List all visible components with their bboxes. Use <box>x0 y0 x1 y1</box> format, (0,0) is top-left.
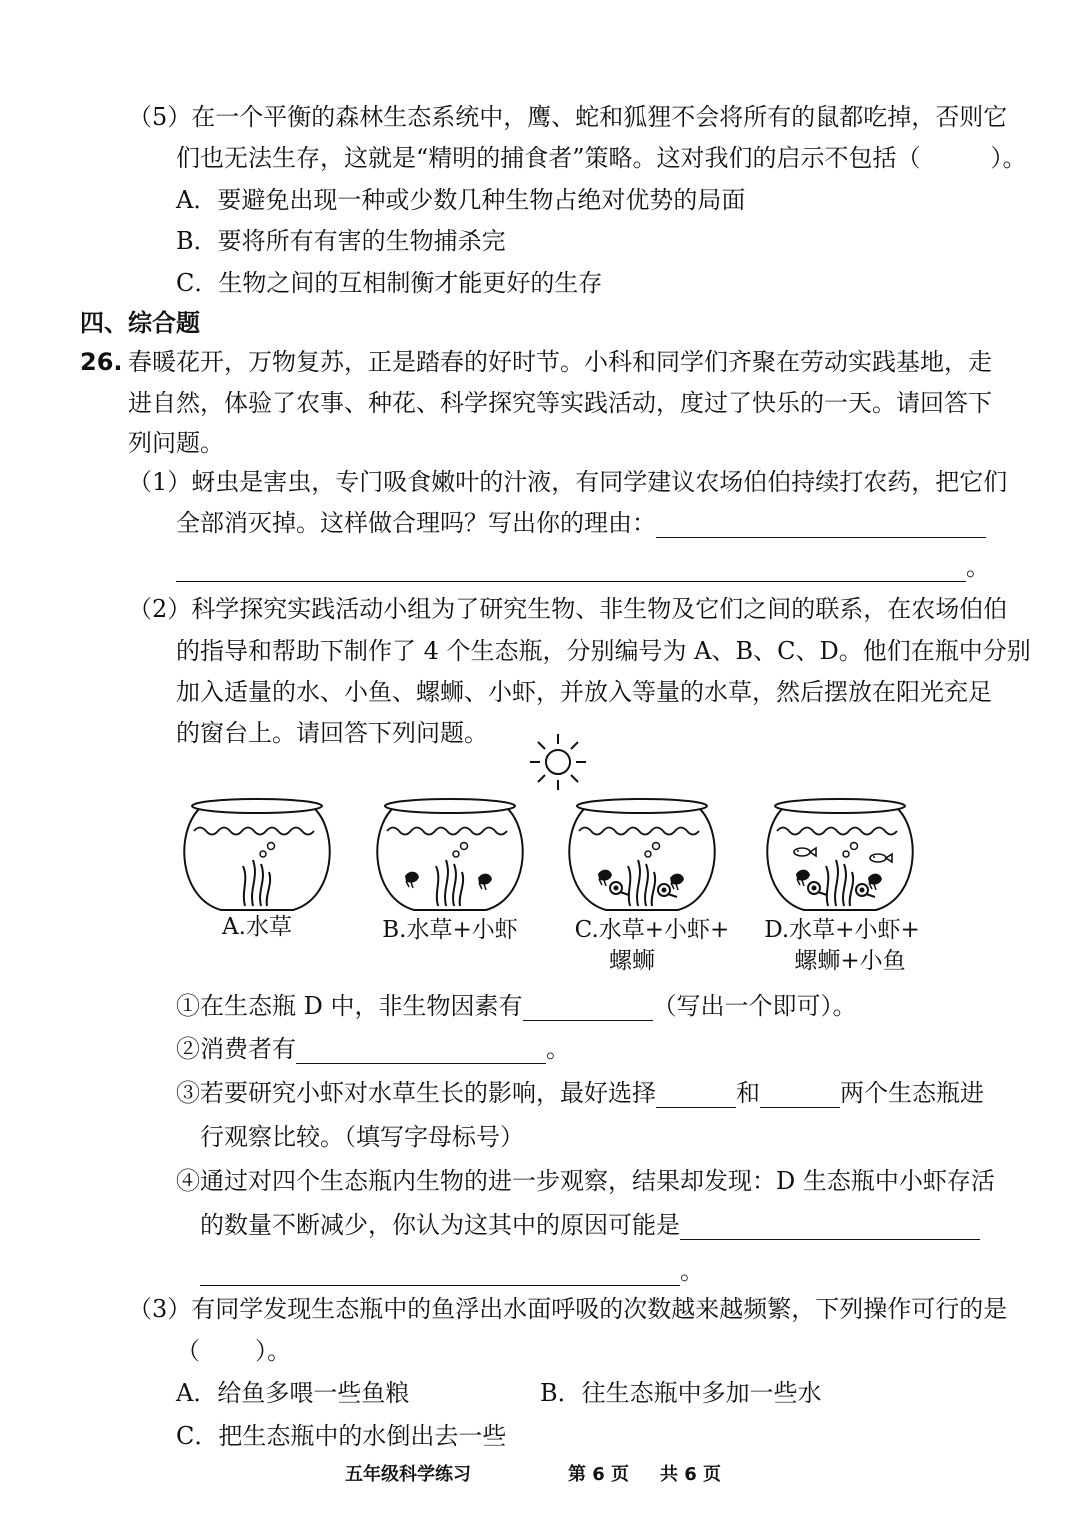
abiotic-factor-blank[interactable] <box>523 994 653 1021</box>
jar-a-label: A.水草 <box>222 914 292 940</box>
q26-p2-line2: 的指导和帮助下制作了 4 个生态瓶，分别编号为 A、B、C、D。他们在瓶中分别 <box>176 637 1031 665</box>
q26-s4-line3 <box>200 1256 704 1286</box>
q26-p2-line3: 加入适量的水、小鱼、螺蛳、小虾，并放入等量的水草，然后摆放在阳光充足 <box>176 678 992 706</box>
footer-page: 第 6 页 <box>568 1464 630 1485</box>
q26-s3 <box>176 1078 984 1108</box>
q26-p2-line1: （2）科学探究实践活动小组为了研究生物、非生物及它们之间的联系，在农场伯伯 <box>128 595 1008 623</box>
sun-icon <box>530 734 586 790</box>
q26-p1-end: 。 <box>966 553 990 581</box>
ecobottle-b <box>377 799 522 910</box>
q26-s4-line1: ④通过对四个生态瓶内生物的进一步观察，结果却发现：D 生态瓶中小虾存活 <box>176 1167 995 1195</box>
q25-5-line2-text: 们也无法生存，这就是“精明的捕食者”策略。这对我们的启示不包括（ <box>176 144 921 172</box>
q26-intro-line3: 列问题。 <box>128 429 224 457</box>
q26-intro-line2: 进自然，体验了农事、种花、科学探究等实践活动，度过了快乐的一天。请回答下 <box>128 389 992 417</box>
q26-s3-mid: 和 <box>736 1079 760 1107</box>
reason-blank-3[interactable] <box>680 1213 980 1240</box>
q26-s1-pre: ①在生态瓶 D 中，非生物因素有 <box>176 992 523 1020</box>
q25-5-option-c: C．生物之间的互相制衡才能更好的生存 <box>176 269 603 297</box>
ecobottle-a <box>184 799 329 910</box>
q26-s2-post: 。 <box>546 1035 570 1063</box>
q26-p1-line1: （1）蚜虫是害虫，专门吸食嫩叶的汁液，有同学建议农场伯伯持续打农药，把它们 <box>128 468 1008 496</box>
q26-p3-close: ）。 <box>255 1337 291 1365</box>
q26-p3-open: （ <box>176 1337 200 1365</box>
q26-p2-line4: 的窗台上。请回答下列问题。 <box>176 719 488 747</box>
q26-s3-post: 两个生态瓶进 <box>840 1079 984 1107</box>
q26-s3-pre: ③若要研究小虾对水草生长的影响，最好选择 <box>176 1079 656 1107</box>
q26-s2-pre: ②消费者有 <box>176 1035 296 1063</box>
jar-c-label: C.水草+小虾+ <box>574 917 730 943</box>
q26-s1-post: （写出一个即可）。 <box>652 992 857 1020</box>
ecobottle-c <box>569 799 714 910</box>
jar-c-label-line2: 螺蛳 <box>609 948 655 974</box>
footer-total: 共 6 页 <box>660 1464 722 1485</box>
q25-5-line2-end: ）。 <box>990 144 1027 172</box>
ecobottle-d <box>767 799 912 910</box>
section-title: 四、综合题 <box>80 309 200 337</box>
jar-b-label: B.水草+小虾 <box>382 917 518 943</box>
bottle-choice-blank-1[interactable] <box>656 1081 736 1108</box>
q25-5-option-a: A．要避免出现一种或少数几种生物占绝对优势的局面 <box>176 186 746 214</box>
q26-p3-line1: （3）有同学发现生态瓶中的鱼浮出水面呼吸的次数越来越频繁，下列操作可行的是 <box>128 1295 1008 1323</box>
q26-s4-end: 。 <box>680 1257 704 1285</box>
q25-5-option-b: B．要将所有有害的生物捕杀完 <box>176 227 506 255</box>
q26-s4-line2-text: 的数量不断减少，你认为这其中的原因可能是 <box>200 1211 680 1239</box>
q26-p3-option-a: A．给鱼多喂一些鱼粮 <box>176 1379 410 1407</box>
footer-subject: 五年级科学练习 <box>345 1464 471 1485</box>
q26-p3-option-c: C．把生态瓶中的水倒出去一些 <box>176 1422 507 1450</box>
jar-d-label: D.水草+小虾+ <box>764 917 920 943</box>
q26-intro-line1: 春暖花开，万物复苏，正是踏春的好时节。小科和同学们齐聚在劳动实践基地，走 <box>128 348 992 376</box>
q26-s3-line2: 行观察比较。（填写字母标号） <box>200 1123 524 1151</box>
q26-s1 <box>176 991 857 1021</box>
q26-s2 <box>176 1034 570 1064</box>
q25-5-line1: （5）在一个平衡的森林生态系统中，鹰、蛇和狐狸不会将所有的鼠都吃掉，否则它 <box>128 103 1008 131</box>
bottle-choice-blank-2[interactable] <box>760 1081 840 1108</box>
consumers-blank[interactable] <box>296 1037 546 1064</box>
jar-d-label-line2: 螺蛳+小鱼 <box>794 948 906 974</box>
q26-p3-line2 <box>176 1336 291 1366</box>
q26-p1-line2-text: 全部消灭掉。这样做合理吗？写出你的理由： <box>176 509 656 537</box>
q26-number: 26. <box>80 348 123 376</box>
q26-p3-option-b: B．往生态瓶中多加一些水 <box>540 1379 822 1407</box>
q26-s4-line2 <box>200 1210 980 1240</box>
reason-blank-4[interactable] <box>200 1259 680 1286</box>
